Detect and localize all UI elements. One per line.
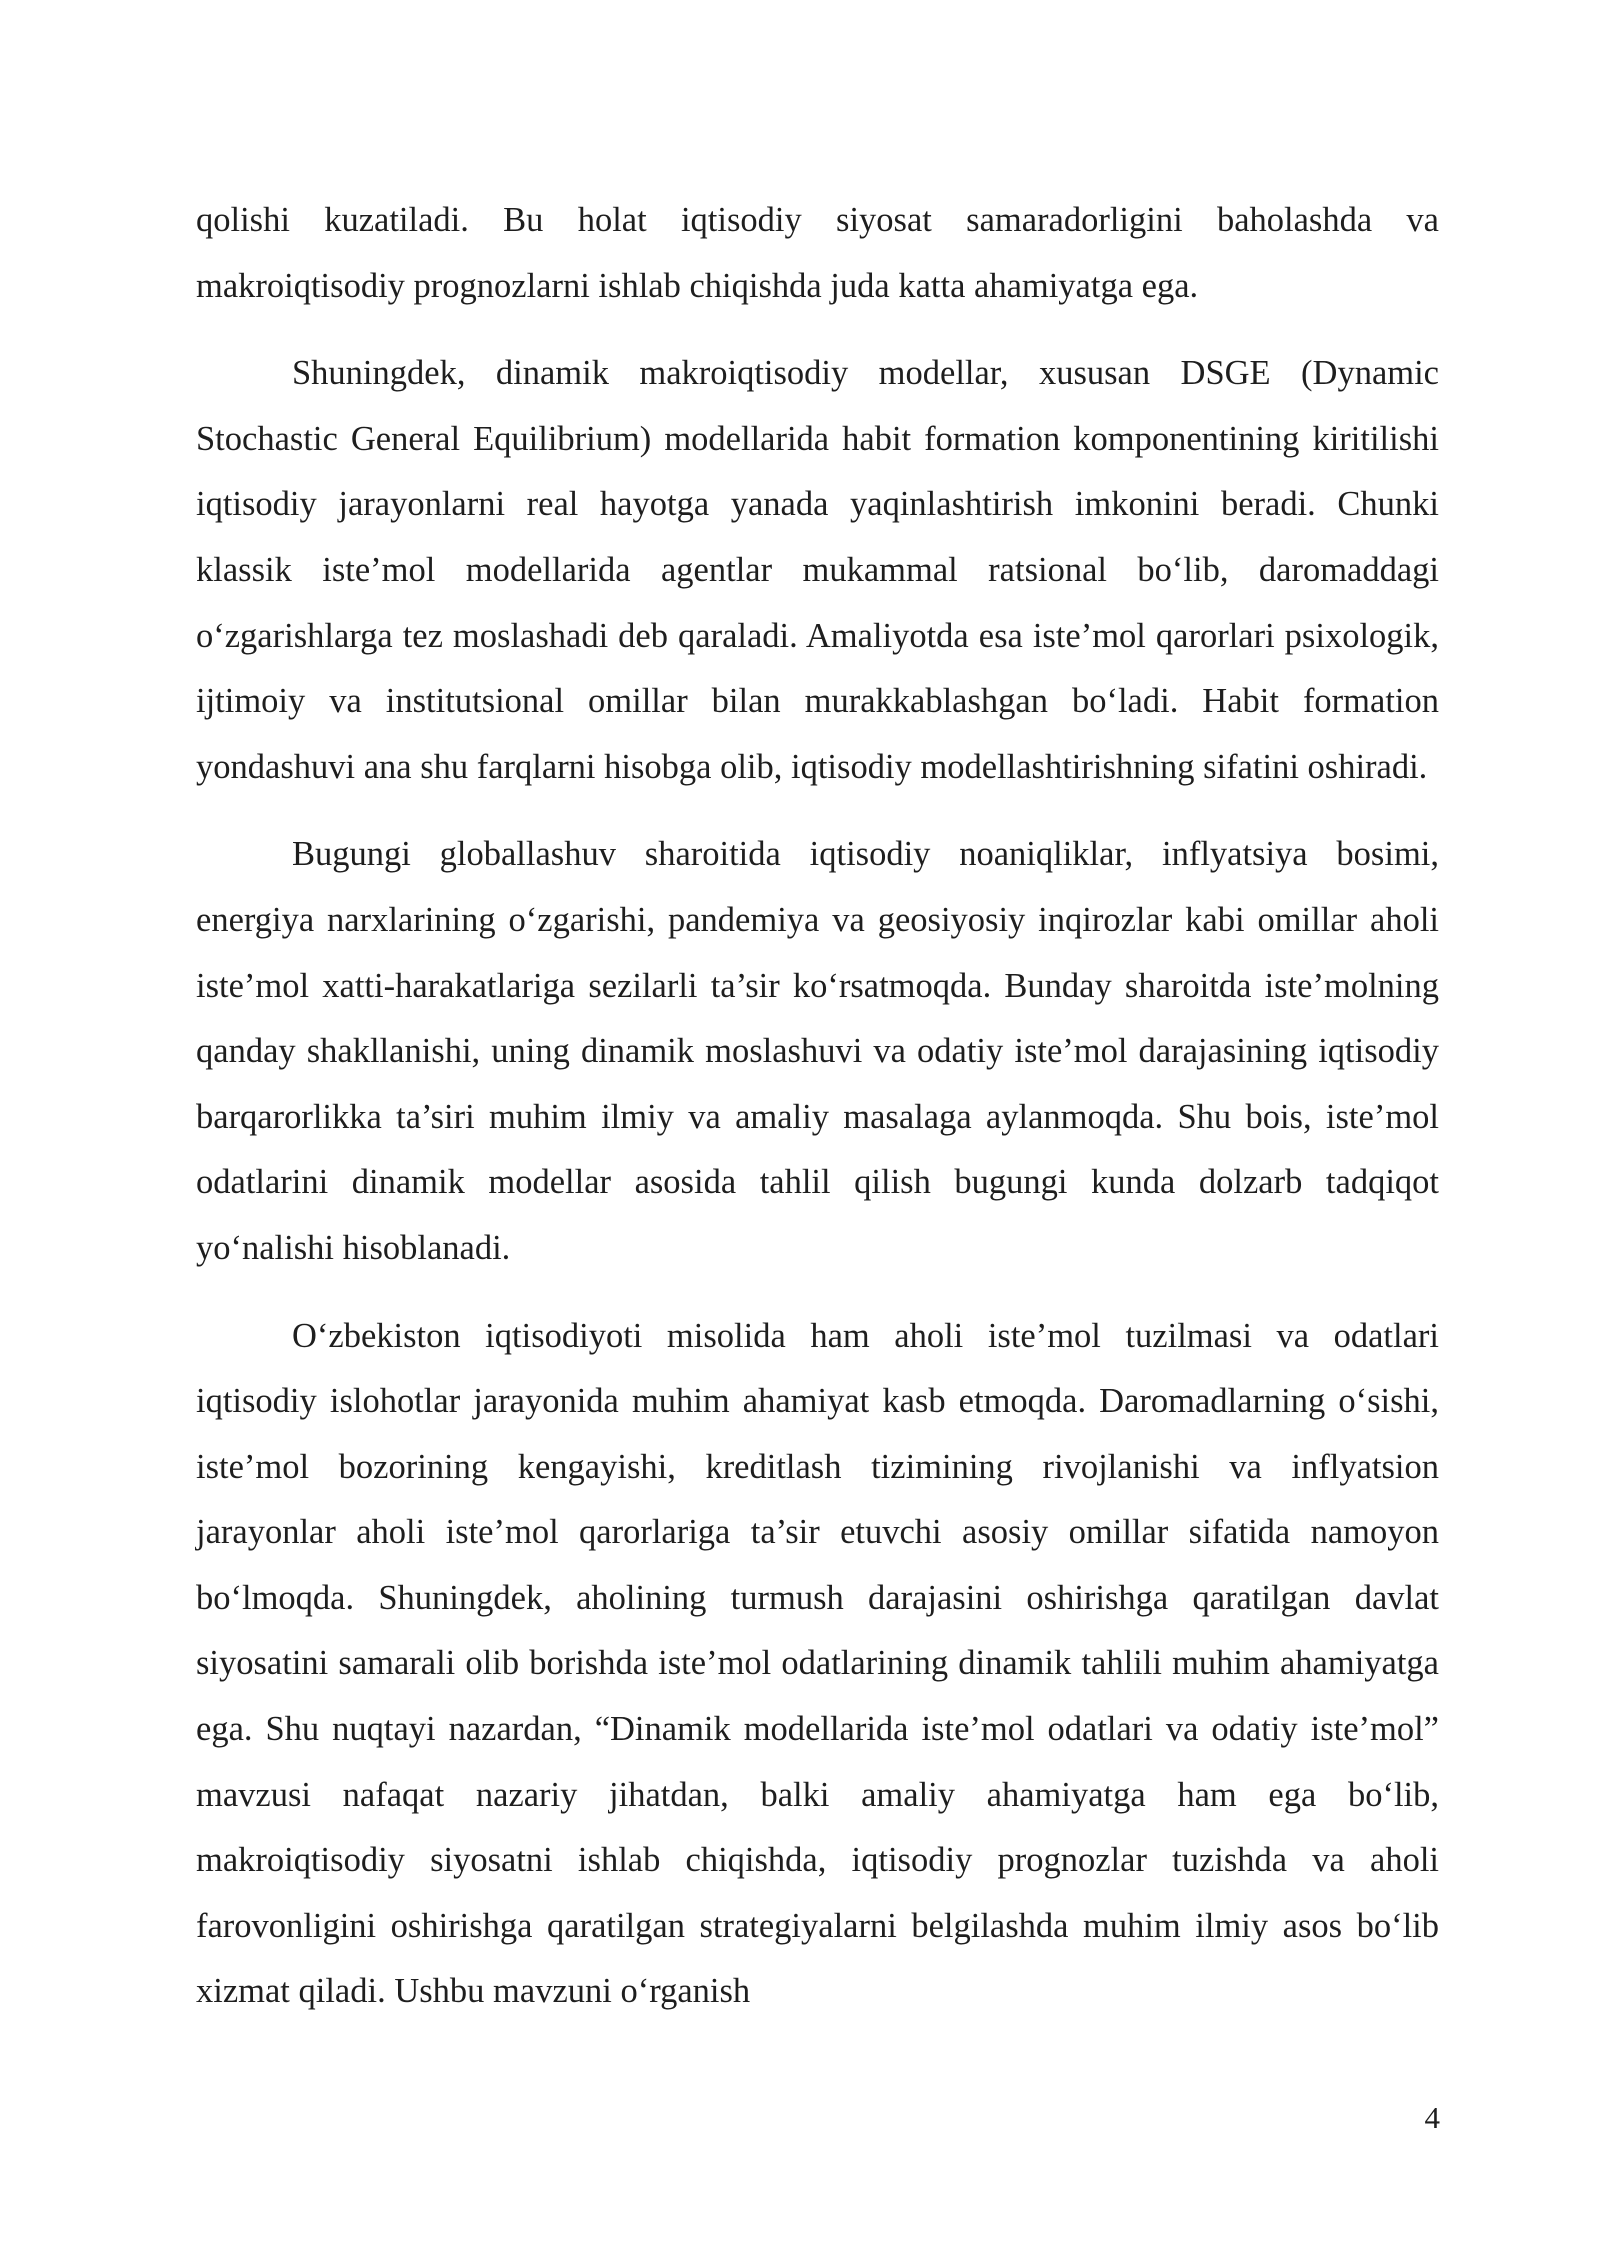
page-number: 4 [1424, 2100, 1440, 2135]
paragraph: Shuningdek, dinamik makroiqtisodiy modellar, xususan DSGE (Dynamic Stochastic General Equilibrium) modellarida habit formation komponentining kiritilishi iqtisodiy jarayonlarni real hayotga yanada yaqinlashtirish imkonini beradi. Chunki klassik iste’mol modellarida agentlar mukammal ratsional bo‘lib, daromaddagi o‘zgarishlarga tez moslashadi deb qaraladi. Amaliyotda esa iste’mol qarorlari psixologik, ijtimoiy va institutsional omillar bilan murakkablashgan bo‘ladi. Habit formation yondashuvi ana shu farqlarni hisobga olib, iqtisodiy modellashtirishning sifatini oshiradi. [196, 354, 1439, 786]
paragraph: O‘zbekiston iqtisodiyoti misolida ham aholi iste’mol tuzilmasi va odatlari iqtisodiy islohotlar jarayonida muhim ahamiyat kasb etmoqda. Daromadlarning o‘sishi, iste’mol bozorining kengayishi, kreditlash tizimining rivojlanishi va inflyatsion jarayonlar aholi iste’mol qarorlariga ta’sir etuvchi asosiy omillar sifatida namoyon bo‘lmoqda. Shuningdek, aholining turmush darajasini oshirishga qaratilgan davlat siyosatini samarali olib borishda iste’mol odatlarining dinamik tahlili muhim ahamiyatga ega. Shu nuqtayi nazardan, “Dinamik modellarida iste’mol odatlari va odatiy iste’mol” mavzusi nafaqat nazariy jihatdan, balki amaliy ahamiyatga ham ega bo‘lib, makroiqtisodiy siyosatni ishlab chiqishda, iqtisodiy prognozlar tuzishda va aholi farovonligini oshirishga qaratilgan strategiyalarni belgilashda muhim ilmiy asos bo‘lib xizmat qiladi. Ushbu mavzuni o‘rganish [196, 1316, 1439, 2011]
paragraph: Bugungi globallashuv sharoitida iqtisodiy noaniqliklar, inflyatsiya bosimi, energiya narxlarining o‘zgarishi, pandemiya va geosiyosiy inqirozlar kabi omillar aholi iste’mol xatti-harakatlariga sezilarli ta’sir ko‘rsatmoqda. Bunday sharoitda iste’molning qanday shakllanishi, uning dinamik moslashuvi va odatiy iste’mol darajasining iqtisodiy barqarorlikka ta’siri muhim ilmiy va amaliy masalaga aylanmoqda. Shu bois, iste’mol odatlarini dinamik modellar asosida tahlil qilish bugungi kunda dolzarb tadqiqot yo‘nalishi hisoblanadi. [196, 835, 1439, 1267]
body-text [196, 188, 1439, 2047]
paragraph: qolishi kuzatiladi. Bu holat iqtisodiy siyosat samaradorligini baholashda va makroiqtisodiy prognozlarni ishlab chiqishda juda katta ahamiyatga ega. [196, 201, 1439, 305]
